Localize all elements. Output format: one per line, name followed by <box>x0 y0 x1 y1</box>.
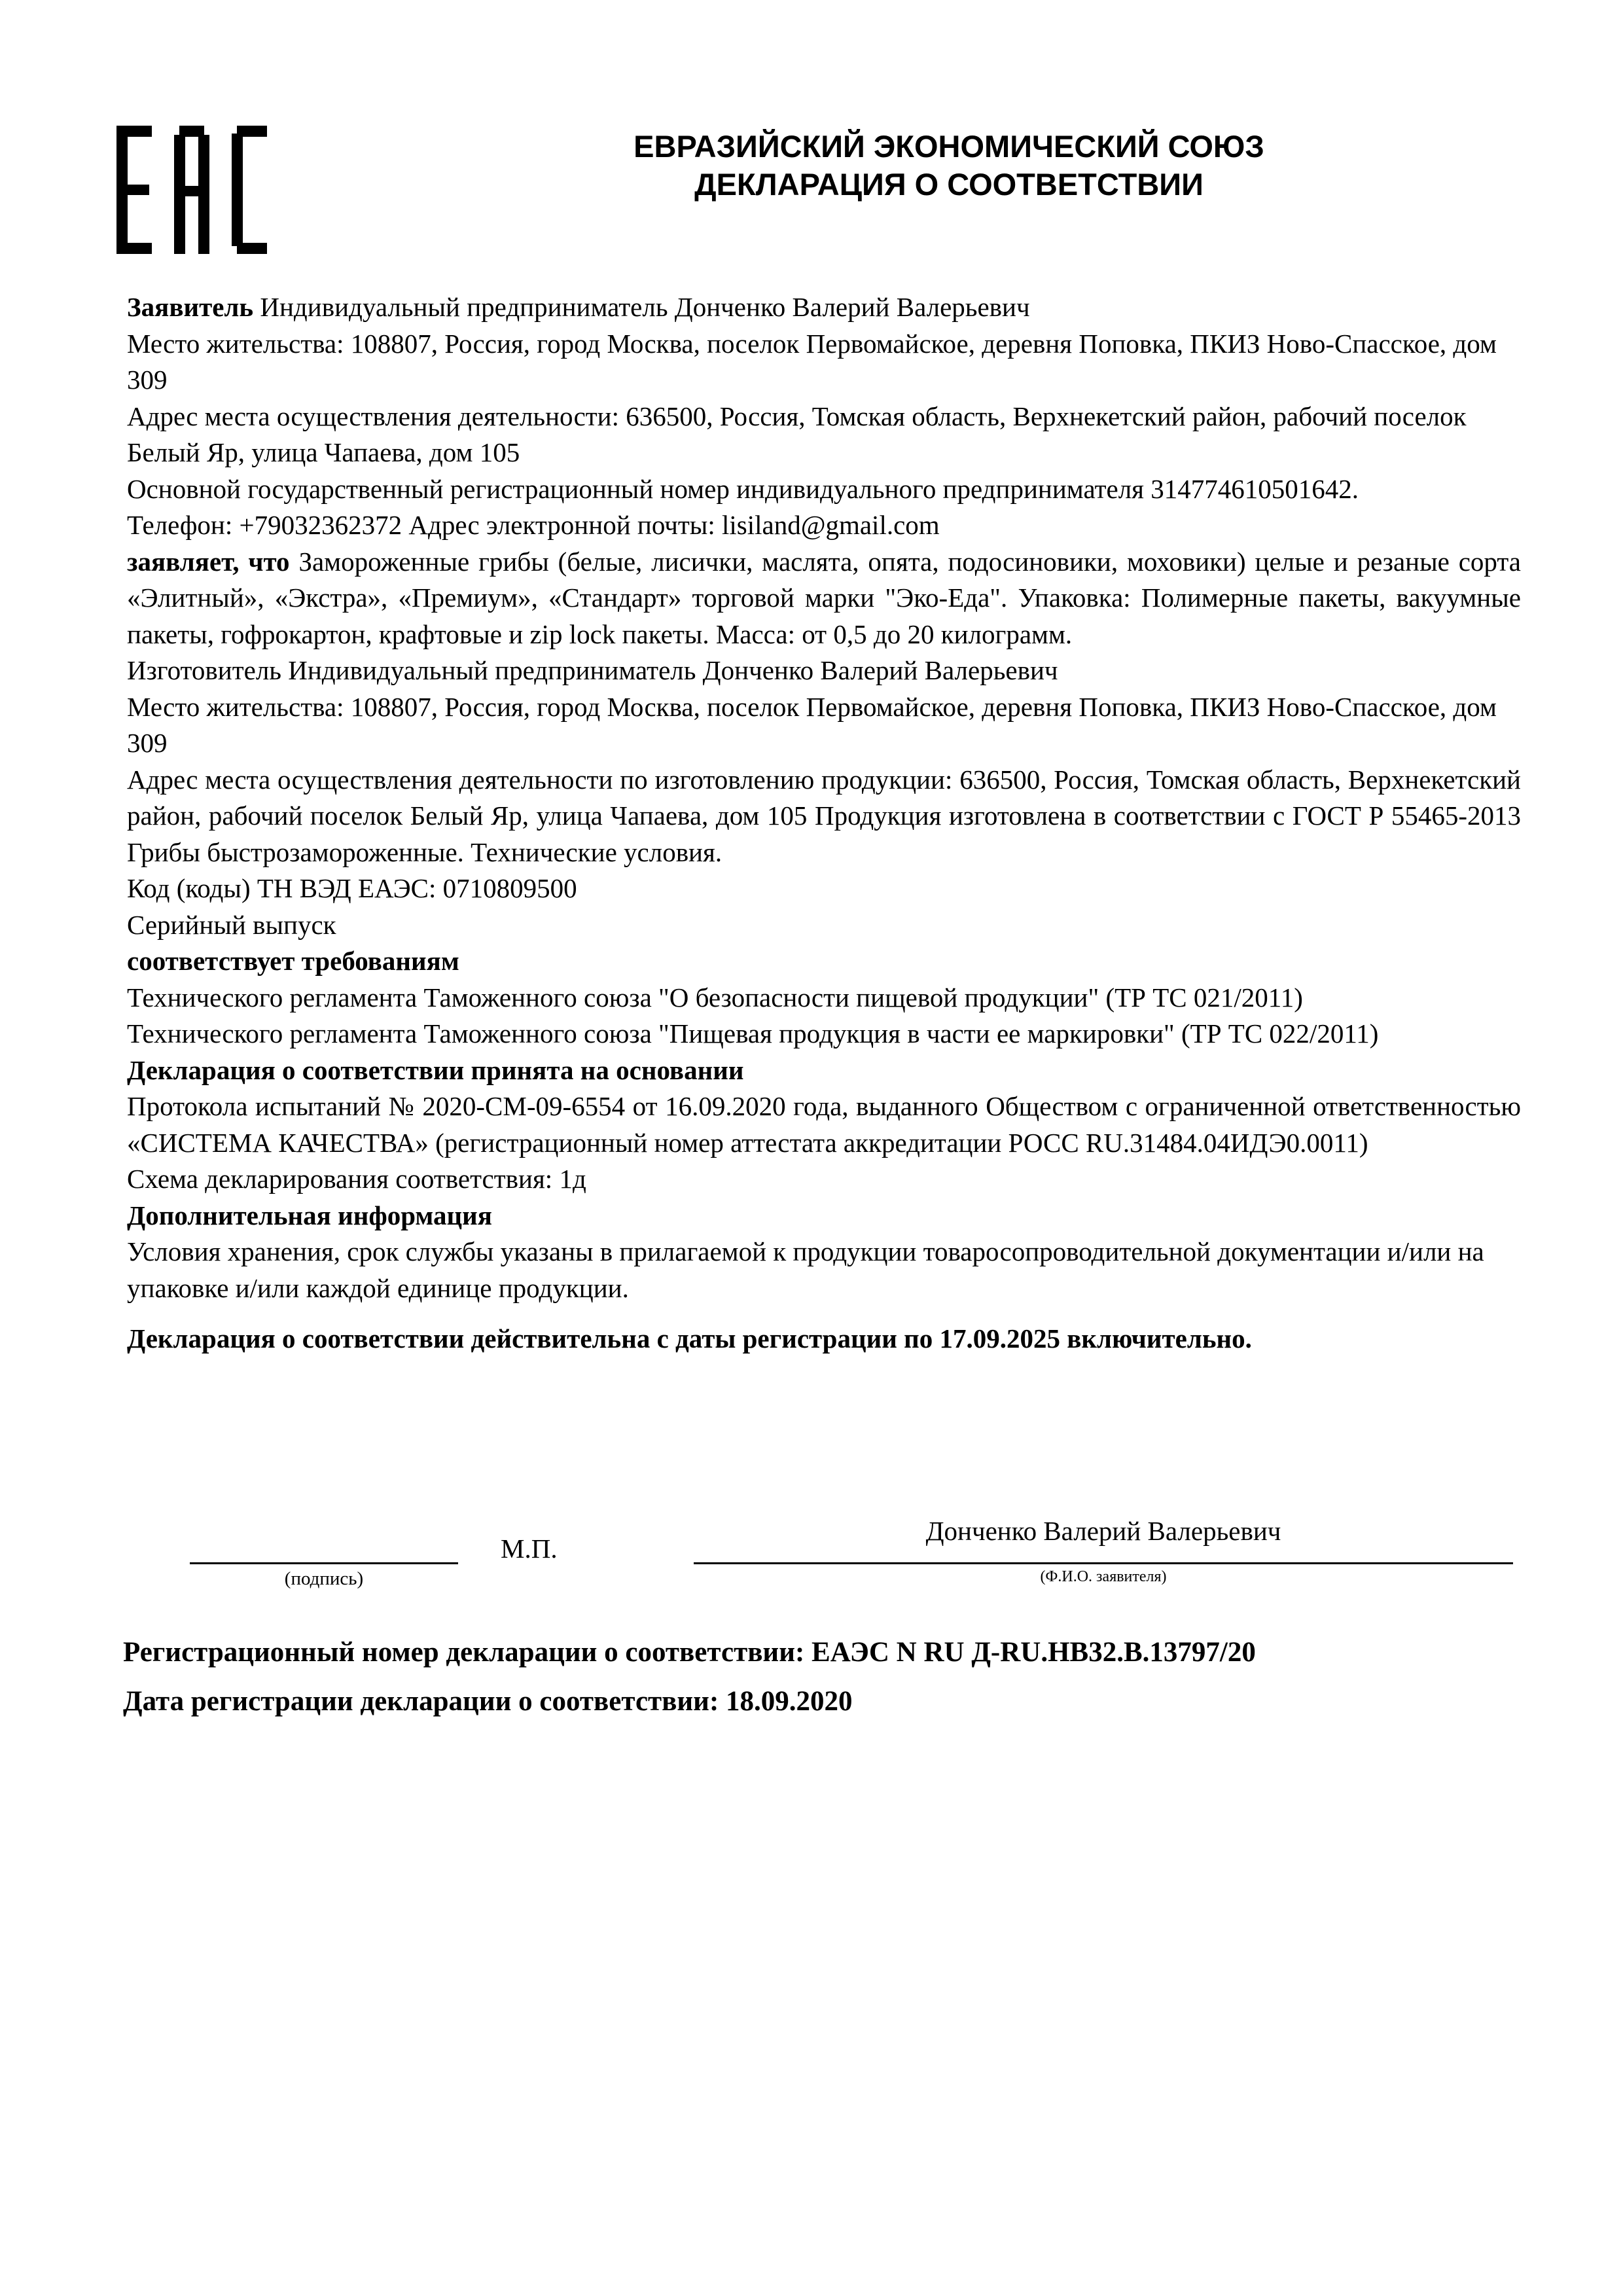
stamp-place-label: М.П. <box>501 1534 558 1564</box>
signature-caption: (подпись) <box>284 1568 364 1589</box>
additional-info-text: Условия хранения, срок службы указаны в прилагаемой к продукции товаросопроводительной документации и/или на упаковке и/или каждой единице продукции. <box>127 1236 1484 1303</box>
document-header <box>458 128 1440 204</box>
signature-line <box>190 1562 458 1564</box>
manufacturer-residence: Место жительства: 108807, Россия, город Москва, поселок Первомайское, деревня Поповка, ПКИЗ Ново-Спасское, дом 309 <box>127 691 1497 758</box>
declaration-scheme: Схема декларирования соответствия: 1д <box>127 1164 586 1194</box>
applicant-name: Индивидуальный предприниматель Донченко Валерий Валерьевич <box>253 292 1030 322</box>
applicant-activity-address: Адрес места осуществления деятельности: 636500, Россия, Томская область, Верхнекетский район, рабочий поселок Белый Яр, улица Чапаева, дом 105 <box>127 401 1467 467</box>
basis-heading: Декларация о соответствии принята на основании <box>127 1054 744 1085</box>
registration-number: Регистрационный номер декларации о соответствии: ЕАЭС N RU Д-RU.НВ32.В.13797/20 <box>123 1637 1256 1668</box>
declaration-body <box>127 289 1521 1357</box>
serial-release: Серийный выпуск <box>127 909 336 940</box>
applicant-residence: Место жительства: 108807, Россия, город Москва, поселок Первомайское, деревня Поповка, ПКИЗ Ново-Спасское, дом 309 <box>127 328 1497 395</box>
manufacturer-production-address: Адрес места осуществления деятельности по изготовлению продукции: 636500, Россия, Томская область, Верхнекетский район, рабочий поселок Белый Яр, улица Чапаева, дом 105 Продукция изготовлена в соответствии с ГОСТ Р 55465-2013 Грибы быстрозамороженные. Технические условия. <box>127 764 1521 867</box>
applicant-contacts: Телефон: +79032362372 Адрес электронной почты: lisiland@gmail.com <box>127 510 940 540</box>
requirements-heading: соответствует требованиям <box>127 946 459 976</box>
applicant-ogrnip: Основной государственный регистрационный номер индивидуального предпринимателя 314774610501642. <box>127 473 1359 504</box>
name-line <box>694 1562 1513 1564</box>
manufacturer-name: Изготовитель Индивидуальный предприниматель Донченко Валерий Валерьевич <box>127 655 1058 685</box>
requirement-tr-ts-021: Технического регламента Таможенного союза "О безопасности пищевой продукции" (ТР ТС 021/2011) <box>127 982 1303 1013</box>
eac-conformity-mark-icon <box>116 126 267 254</box>
test-protocol: Протокола испытаний № 2020-СМ-09-6554 от 16.09.2020 года, выданного Обществом с ограниченной ответственностью «СИСТЕМА КАЧЕСТВА» (регистрационный номер аттестата аккредитации РОСС RU.31484.04ИДЭ0.0011) <box>127 1091 1521 1158</box>
tn-ved-code: Код (коды) ТН ВЭД ЕАЭС: 0710809500 <box>127 873 577 903</box>
registration-date: Дата регистрации декларации о соответствии: 18.09.2020 <box>123 1686 853 1717</box>
declares-label: заявляет, что <box>127 546 290 577</box>
applicant-full-name: Донченко Валерий Валерьевич <box>925 1516 1281 1546</box>
applicant-line <box>127 289 1521 326</box>
requirement-tr-ts-022: Технического регламента Таможенного союза "Пищевая продукция в части ее маркировки" (ТР ТС 022/2011) <box>127 1018 1379 1049</box>
name-caption: (Ф.И.О. заявителя) <box>1040 1568 1167 1585</box>
additional-info-heading: Дополнительная информация <box>127 1200 492 1230</box>
applicant-label: Заявитель <box>127 292 254 322</box>
validity-statement: Декларация о соответствии действительна с даты регистрации по 17.09.2025 включительно. <box>127 1323 1252 1354</box>
header-union-title: ЕВРАЗИЙСКИЙ ЭКОНОМИЧЕСКИЙ СОЮЗ <box>633 129 1264 164</box>
product-declaration <box>127 544 1521 653</box>
product-description: Замороженные грибы (белые, лисички, маслята, опята, подосиновики, моховики) целые и резаные сорта «Элитный», «Экстра», «Премиум», «Стандарт» торговой марки "Эко-Еда". Упаковка: Полимерные пакеты, вакуумные пакеты, гофрокартон, крафтовые и zip lock пакеты. Масса: от 0,5 до 20 килограмм. <box>127 546 1521 649</box>
header-declaration-title: ДЕКЛАРАЦИЯ О СООТВЕТСТВИИ <box>694 167 1204 202</box>
